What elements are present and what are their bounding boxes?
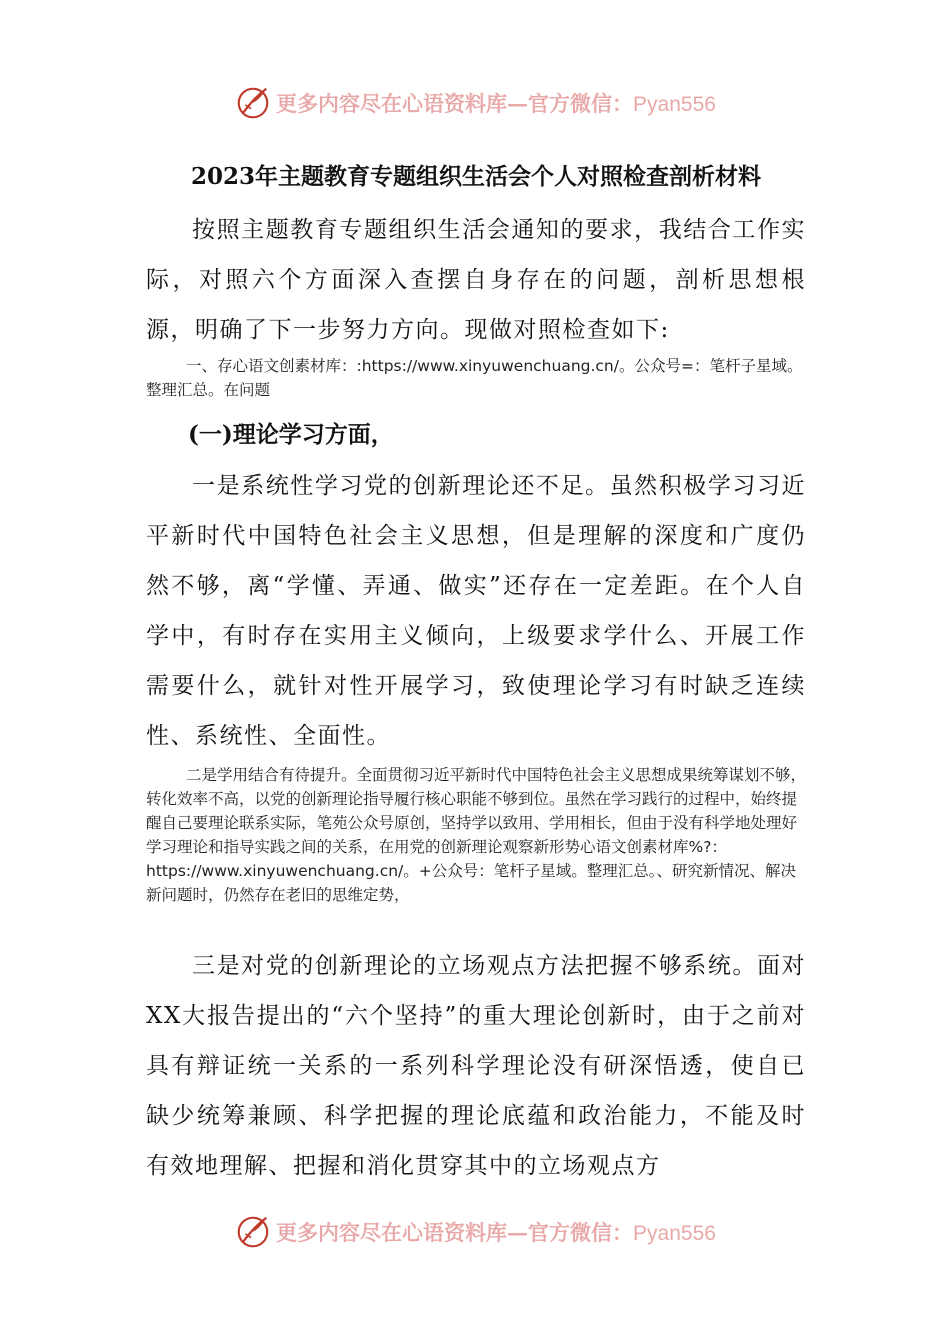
footer-watermark-banner (0, 1212, 950, 1252)
header-watermark-banner (0, 83, 950, 123)
section-heading-theory-study: (一)理论学习方面， (188, 421, 394, 448)
quill-logo-icon (234, 84, 272, 122)
paragraph-point-two: 二是学用结合有待提升。全面贯彻习近平新时代中国特色社会主义思想成果统筹谋划不够，转化效率不高，以党的创新理论指导履行核心职能不够到位。虽然在学习践行的过程中，始终提醒自己要理论联系实际，笔苑公众号原创，坚持学以致用、学用相长，但由于没有科学地处理好学习理论和指导实践之间的关系，在用党的创新理论观察新形势心语文创素材库%?：https://www.xinyuwenchuang.cn/。+公众号：笔杆子星域。整理汇总。、研究新情况、解决新问题时，仍然存在老旧的思维定势， (146, 766, 807, 904)
header-banner-text: 更多内容尽在心语资料库—官方微信：Pyan556 (276, 91, 716, 116)
intro-paragraph: 按照主题教育专题组织生活会通知的要求，我结合工作实际，对照六个方面深入查摆自身存在的问题，剖析思想根源，明确了下一步努力方向。现做对照检查如下: (146, 217, 806, 343)
paragraph-point-three: 三是对党的创新理论的立场观点方法把握不够系统。面对XX大报告提出的“六个坚持”的重大理论创新时，由于之前对具有辩证统一关系的一系列科学理论没有研深悟透，使自已缺少统筹兼顾、科学把握的理论底蕴和政治能力，不能及时有效地理解、把握和消化贯穿其中的立场观点方 (146, 953, 806, 1179)
document-title: 2023年主题教育专题组织生活会个人对照检查剖析材料 (190, 163, 761, 190)
footer-banner-text: 更多内容尽在心语资料库—官方微信：Pyan556 (276, 1220, 716, 1245)
paragraph-point-one: 一是系统性学习党的创新理论还不足。虽然积极学习习近平新时代中国特色社会主义思想，但是理解的深度和广度仍然不够，离“学懂、弄通、做实”还存在一定差距。在个人自学中，有时存在实用主义倾向，上级要求学什么、开展工作需要什么，就针对性开展学习，致使理论学习有时缺乏连续性、系统性、全面性。 (146, 473, 806, 749)
source-note-paragraph: 一、存心语文创素材库：:https://www.xinyuwenchuang.cn/。公众号=：笔杆子星域。整理汇总。在问题 (146, 357, 803, 399)
quill-logo-icon (234, 1213, 272, 1251)
